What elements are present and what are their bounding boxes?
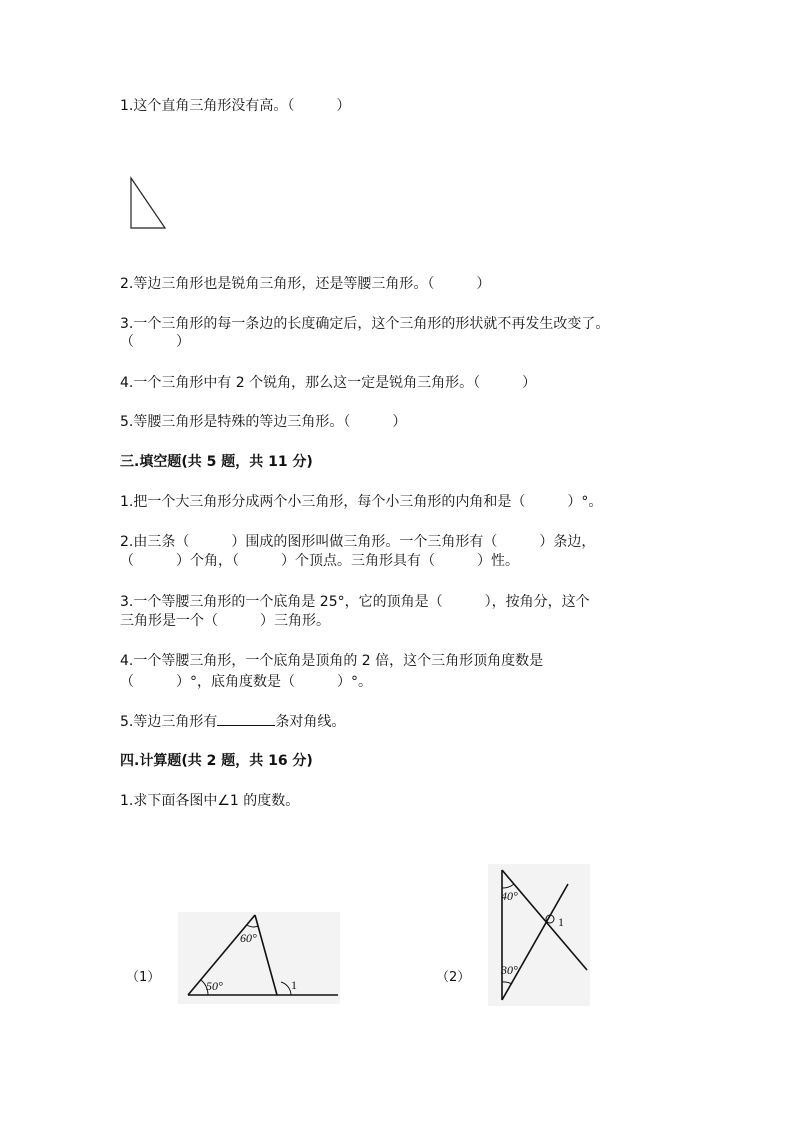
question-2-3-line1: 3.一个三角形的每一条边的长度确定后，这个三角形的形状就不再发生改变了。 [120,316,610,332]
question-2-5: 5.等腰三角形是特殊的等边三角形。（ ） [120,414,407,430]
figure-1-angle-left: 50° [206,979,223,993]
figure-2-angle-top: 40° [501,889,518,903]
question-2-3-line2: （ ） [120,334,190,350]
question-3-5 [120,711,345,732]
question-4-1: 1.求下面各图中∠1 的度数。 [120,793,300,809]
question-3-4-line2: （ ）°，底角度数是（ ）°。 [120,674,372,690]
figure-2-label: （2） [436,970,471,985]
figure-1-triangle [178,912,340,1004]
question-3-2-line1: 2.由三条（ ）围成的图形叫做三角形。一个三角形有（ ）条边， [120,534,596,550]
section-3-heading: 三.填空题(共 5 题，共 11 分) [120,454,313,470]
right-triangle-figure [128,176,170,232]
figure-1-label: （1） [126,970,161,985]
answer-blank [217,711,275,726]
section-4-heading: 四.计算题(共 2 题，共 16 分) [120,753,313,769]
figure-2-angle-bottom: 30° [501,963,518,977]
figure-1-angle-top: 60° [240,931,257,945]
question-2-2: 2.等边三角形也是锐角三角形，还是等腰三角形。（ ） [120,276,491,292]
figure-2-lines [488,864,590,1006]
question-3-3-line2: 三角形是一个（ ）三角形。 [120,613,330,629]
question-3-1: 1.把一个大三角形分成两个小三角形，每个小三角形的内角和是（ ）°。 [120,494,603,510]
question-3-5-after: 条对角线。 [275,714,346,730]
question-3-4-line1: 4.一个等腰三角形，一个底角是顶角的 2 倍，这个三角形顶角度数是 [120,653,544,669]
figure-1-angle-mark: 1 [291,978,297,992]
question-2-4: 4.一个三角形中有 2 个锐角，那么这一定是锐角三角形。（ ） [120,375,537,391]
figure-2-angle-mark: 1 [558,915,564,929]
question-3-2-line2: （ ）个角，（ ）个顶点。三角形具有（ ）性。 [120,553,519,569]
question-2-1: 1.这个直角三角形没有高。（ ） [120,98,351,114]
question-3-3-line1: 3.一个等腰三角形的一个底角是 25°，它的顶角是（ ），按角分，这个 [120,594,590,610]
question-3-5-before: 5.等边三角形有 [120,714,218,730]
